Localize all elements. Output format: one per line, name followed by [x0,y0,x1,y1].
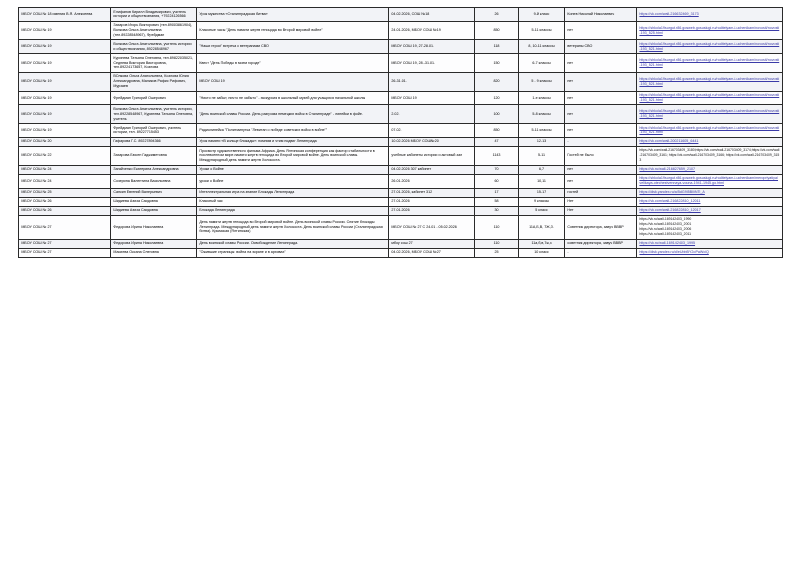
events-table [18,7,783,258]
link-group [639,77,779,87]
cell-date-place: МБОУ СОШ 19, 27-28.01. [389,40,475,54]
cell-date-place: мбоу сош 27 [389,239,475,248]
event-link[interactable]: https://shkola19surgut.r86.gosweb.gosuslugi.ru/roditelyam-i-uchenikam/novosti/novosti-193_521.html [639,125,780,135]
cell-participants-count: 850 [475,21,519,40]
cell-participants-count: 110 [475,215,519,239]
cell-school-name: МБОУ СОШ № 27 [19,248,111,257]
cell-guests: - [565,137,637,146]
cell-date-place: МБОУ СОШ 19, 28.-31.01. [389,54,475,73]
event-link[interactable]: https://shkola19surgut.r86.gosweb.gosuslugi.ru/roditelyam-i-uchenikam/novosti/novosti-193_521.html [639,76,780,86]
cell-school-name: МБОУ СОШ № 27 [19,239,111,248]
cell-links [637,197,783,206]
table-row [19,123,783,137]
cell-school-name: МБОУ СОШ № 19 [19,54,111,73]
cell-guests: нет [565,91,637,105]
cell-school-name: МБОУ СОШ № 20 [19,137,111,146]
cell-event-name: День памяти жертв геноцида во Второй мировой войне. День воинской славы России. Снятие блокады Ленинграда. Международный день памяти жертв Холокоста. День воинской славы России (Сталинградская битва). Крымская (Ялтинская) [197,215,389,239]
cell-responsible-person: Волкова Ольга Анатольевна, учитель истории и обществознания, 89228548967 [111,40,197,54]
cell-responsible-person: Елифанов Кирилл Владимирович, учитель истории и обществознания, +79224126566 [111,8,197,22]
cell-school-name: МБОУ СОШ № 24 [19,165,111,174]
event-link[interactable]: https://shkola19surgut.r86.gosweb.gosuslugi.ru/roditelyam-i-uchenikam/meropriyatiya/velikaya-otechestvennaya-vouna-1941-1945.go.html [639,176,779,186]
cell-responsible-person: Загайченко Екатерина Александровна [111,165,197,174]
cell-responsible-person: Санкин Евгений Валерьевич [111,188,197,197]
cell-date-place: 27.01.2026, кабинет 312 [389,188,475,197]
cell-participants-count: 47 [475,137,519,146]
cell-participants-count: 25 [475,248,519,257]
cell-school-name: МБОУ СОШ № 22 [19,146,111,165]
event-link[interactable]: https://vk.ru/wall-169142403_1995 [639,241,696,246]
cell-date-place: 27.01.2026 [389,197,475,206]
cell-school-name: МБОУ СОШ № 19 [19,72,111,91]
event-url-text: https://vk.ru/wall-169142403_2001 [639,222,692,227]
cell-links [637,21,783,40]
link-group [639,12,779,17]
link-group [639,250,779,255]
cell-date-place: 26-31.01. [389,72,475,91]
cell-participants-count: 150 [475,54,519,73]
table-row [19,174,783,188]
cell-responsible-person: Шидиева Аэиза Саидовна [111,206,197,215]
table-row [19,21,783,40]
cell-guests: нет [565,174,637,188]
cell-responsible-person: Созерина Валентина Васильевна [111,174,197,188]
link-group [639,167,779,172]
cell-guests: Нет [565,197,637,206]
cell-participants-count: 60 [475,174,519,188]
cell-classes: 9-й класс [519,8,565,22]
cell-responsible-person: Фрейдман Григорий Ошерович [111,91,197,105]
event-link[interactable]: https://shkola19surgut.r86.gosweb.gosuslugi.ru/roditelyam-i-uchenikam/novosti/novosti-193_521.html [639,58,780,68]
table-row [19,91,783,105]
cell-participants-count: 850 [475,123,519,137]
cell-event-name: Интеллектуальная игра на знание Блокады Ленинграда [197,188,389,197]
table-row [19,146,783,165]
cell-date-place: 26.01.2026 [389,174,475,188]
cell-school-name: МБОУ СОШ № 27 [19,215,111,239]
cell-event-name: МБОУ СОШ 19 [197,72,389,91]
cell-classes: 11а,б,в,7ж,з [519,239,565,248]
cell-links [637,165,783,174]
event-url-text: https://vk.com/wall-216703409_3180;https://vk.com/wall-216703409_3174;https://vk.com/wall-216703409_3161; https://vk.com/wall-216703409_3166; https://vk.com/wall-216703409_3153 [639,148,780,163]
event-link[interactable]: https://disk.yandex.ru/a/5dG9I5BIliNTi_A [639,190,705,195]
cell-date-place: 04.02.2026, СОШ №18 [389,8,475,22]
cell-event-name: Блокада Ленинграда [197,206,389,215]
cell-participants-count: 110 [475,239,519,248]
event-link[interactable]: https://vk.com/wall-200211605_6441 [639,139,699,144]
link-group [639,26,779,36]
event-link[interactable]: https://disk.yandex.ru/d/eUbbBY2oPaWciQ [639,250,709,255]
cell-responsible-person: Федорова Ирина Николаевна [111,239,197,248]
link-group [639,176,779,186]
cell-links [637,146,783,165]
cell-event-name: Просмотр художественного фильма Африка. День Ялтинская конференция как фактор стабильности в послевоенном мире.памяти жертв геноцида во Второй мировой войне. День воинской славы. Международный день памяти жертв Холокоста. [197,146,389,165]
link-group [639,241,779,246]
table-row [19,239,783,248]
cell-responsible-person: Гафарова Г.С. 89227894366 [111,137,197,146]
cell-guests: нет [565,165,637,174]
link-group [639,190,779,195]
cell-classes: 10 класс [519,248,565,257]
cell-event-name: "День воинской славы России. День разгрома немецких войск в Сталинграде" - линейки в фойе. [197,105,389,124]
cell-responsible-person: Куринева Татьяна Олеговна, тел.89822035021, Седнева Виктория Викторовна, тел.89224173657, Козлова [111,54,197,73]
cell-classes: 5 - 9 классы [519,72,565,91]
cell-school-name: МБОУ СОШ № 24 [19,174,111,188]
event-link[interactable]: https://vk.ru/wall-216827659_2107 [639,167,696,172]
cell-guests: советник директора, завуч ВВВР [565,239,637,248]
table-row [19,72,783,91]
cell-school-name: МБОУ СОШ № 19 [19,91,111,105]
table-row [19,215,783,239]
cell-links [637,105,783,124]
table-row [19,40,783,54]
table-row [19,188,783,197]
event-url-text: https://vk.ru/wall-169142403_2006 [639,227,692,232]
cell-event-name: "Ожившие страницы: война на экране и в архивах" [197,248,389,257]
cell-classes: 9 классы [519,197,565,206]
table-row [19,137,783,146]
cell-school-name: МБОУ СОШ № 18 имения В.Я. Алексеева [19,8,111,22]
table-row [19,197,783,206]
cell-school-name: МБОУ СОШ № 19 [19,105,111,124]
cell-links [637,8,783,22]
event-link[interactable]: https://vk.com/wall-216822810_12017 [639,208,701,213]
cell-participants-count: 30 [475,206,519,215]
link-group [639,139,779,144]
cell-event-name: Классный час [197,197,389,206]
cell-classes: 5-11 [519,146,565,165]
cell-participants-count: 17 [475,188,519,197]
cell-guests: нет [565,105,637,124]
cell-guests: Конев Николай Николаевич [565,8,637,22]
cell-guests: ветераны СВО [565,40,637,54]
cell-date-place: 24.01.2026, МБОУ СОШ №19 [389,21,475,40]
table-row [19,54,783,73]
cell-responsible-person: Захарова Бюсен Гаджиметовна [111,146,197,165]
cell-date-place: 07.02. [389,123,475,137]
cell-participants-count: 1143 [475,146,519,165]
cell-date-place: 10.02.2026 МБОУ СОШ№20 [389,137,475,146]
cell-classes: 5-8 классы [519,105,565,124]
link-group [639,208,779,213]
cell-participants-count: 26 [475,8,519,22]
cell-school-name: МБОУ СОШ № 26 [19,206,111,215]
event-url-text: https://vk.ru/wall-169142403_2011 [639,231,691,236]
cell-event-name: уроки о Войне [197,174,389,188]
cell-classes: 6-7 классы [519,54,565,73]
cell-event-name: "Никто не забыт, ничто не забыто" - экскурсия в школьный музей для учащихся начальной школы [197,91,389,105]
cell-guests: Нет [565,206,637,215]
cell-school-name: МБОУ СОШ № 25 [19,188,111,197]
cell-classes: 8, 10-11 классы [519,40,565,54]
cell-date-place: 27.01.2026 [389,206,475,215]
cell-links [637,188,783,197]
cell-links [637,91,783,105]
cell-guests: гостей [565,188,637,197]
event-link[interactable]: https://shkola19surgut.r86.gosweb.gosuslugi.ru/roditelyam-i-uchenikam/novosti/novosti-193_521.html [639,93,780,102]
table-row [19,8,783,22]
cell-classes: 12-13 [519,137,565,146]
event-link[interactable]: https://vk.com/wall-216632469_3173 [639,12,699,16]
cell-links [637,248,783,257]
cell-classes: 11А,Б,В, 7Ж,З. [519,215,565,239]
cell-links [637,174,783,188]
table-row [19,165,783,174]
cell-guests: - [565,248,637,257]
cell-links [637,206,783,215]
event-link[interactable]: https://vk.com/wall-216822810_12011 [639,199,701,204]
link-group [639,199,779,204]
cell-responsible-person: Шидиева Аэиза Саидовна [111,197,197,206]
cell-event-name: День воинской славы России. Освобождение Ленинграда. [197,239,389,248]
cell-classes: 1-е классы [519,91,565,105]
cell-guests: нет [565,21,637,40]
cell-date-place: МБОУ СОШ № 27 С 24.01 - 05.02.2026 [389,215,475,239]
cell-event-name: Уроки о Войне [197,165,389,174]
cell-guests: нет [565,123,637,137]
cell-guests: Советник директора, завуч ВВВР [565,215,637,239]
cell-links [637,40,783,54]
cell-classes: 15-17 [519,188,565,197]
table-row [19,248,783,257]
link-group [639,148,779,163]
cell-event-name: Классные часы "День памяти жертв геноцида во Второй мировой войне" [197,21,389,40]
cell-classes: 5-11 классы [519,21,565,40]
spreadsheet-page [0,7,800,573]
cell-date-place: 04.02.2026, МБОУ СОШ №27 [389,248,475,257]
link-group [639,93,779,103]
cell-links [637,123,783,137]
events-table-body [19,8,783,258]
cell-classes: 10,11 [519,174,565,188]
cell-date-place: 04.02.2026 307 кабинет [389,165,475,174]
cell-links [637,215,783,239]
cell-event-name: Урок мужества «Сталинградская битва» [197,8,389,22]
cell-participants-count: 820 [475,72,519,91]
table-row [19,105,783,124]
event-url-text: https://vk.ru/wall-169142403_1990 [639,217,692,222]
event-link[interactable]: https://shkola19surgut.r86.gosweb.gosuslugi.ru/roditelyam-i-uchenikam/novosti/novosti-193_521.html [639,42,780,51]
cell-links [637,137,783,146]
cell-responsible-person: Фрейдман Григорий Ошерович, учитель истории, тел. 89227715453 [111,123,197,137]
cell-responsible-person: Волкова Ольга Анатольевна, учитель истории, тел.89228548967, Куринева Татьяна Олеговна, учитель [111,105,197,124]
cell-responsible-person: ВОлкова Ольга Анатольевна, Козлова Юлия Александровна, Маликов Рафис Рифович, Мурзаев [111,72,197,91]
cell-school-name: МБОУ СОШ № 19 [19,123,111,137]
cell-event-name: Радиолинейка "Политминутка "Левитан о победе советских войск в войне"" [197,123,389,137]
cell-school-name: МБОУ СОШ № 19 [19,40,111,54]
cell-school-name: МБОУ СОШ № 19 [19,21,111,40]
table-row [19,206,783,215]
cell-school-name: МБОУ СОШ № 26 [19,197,111,206]
cell-event-name: Урок памяти «В кольце блокады»: помним и чтим подвиг Ленинграда [197,137,389,146]
cell-links [637,54,783,73]
cell-responsible-person: Захаров Игорь Викторович (тел.89003861904), Волкова Ольга Анатольевна (тел.89228548967), Фрейдман [111,21,197,40]
cell-guests: нет [565,54,637,73]
cell-classes: 6,7 [519,165,565,174]
cell-responsible-person: Федорова Ирина Николаевна [111,215,197,239]
link-group [639,217,779,237]
cell-date-place: МБОУ СОШ 19 [389,91,475,105]
link-group [639,42,779,52]
cell-date-place: учебные кабинеты истории и актовый зал [389,146,475,165]
cell-date-place: 2.02. [389,105,475,124]
link-group [639,58,779,68]
cell-participants-count: 70 [475,165,519,174]
cell-links [637,72,783,91]
cell-responsible-person: Масиева Оксана Олеговна [111,248,197,257]
cell-guests: Гостей не было [565,146,637,165]
cell-participants-count: 120 [475,91,519,105]
cell-participants-count: 58 [475,197,519,206]
event-link[interactable]: https://shkola19surgut.r86.gosweb.gosuslugi.ru/roditelyam-i-uchenikam/novosti/novosti-193_521.html [639,109,780,119]
cell-event-name: "Наши герои" встреча с ветеранами СВО [197,40,389,54]
link-group [639,109,779,119]
cell-links [637,239,783,248]
link-group [639,126,779,136]
cell-classes: 5 класс [519,206,565,215]
cell-event-name: Квест "День Победы в моем городе" [197,54,389,73]
cell-participants-count: 100 [475,105,519,124]
event-link[interactable]: https://shkola19surgut.r86.gosweb.gosuslugi.ru/roditelyam-i-uchenikam/novosti/novosti-193_525.html [639,25,780,35]
cell-classes: 5-11 классы [519,123,565,137]
cell-guests: нет [565,72,637,91]
cell-participants-count: 118 [475,40,519,54]
